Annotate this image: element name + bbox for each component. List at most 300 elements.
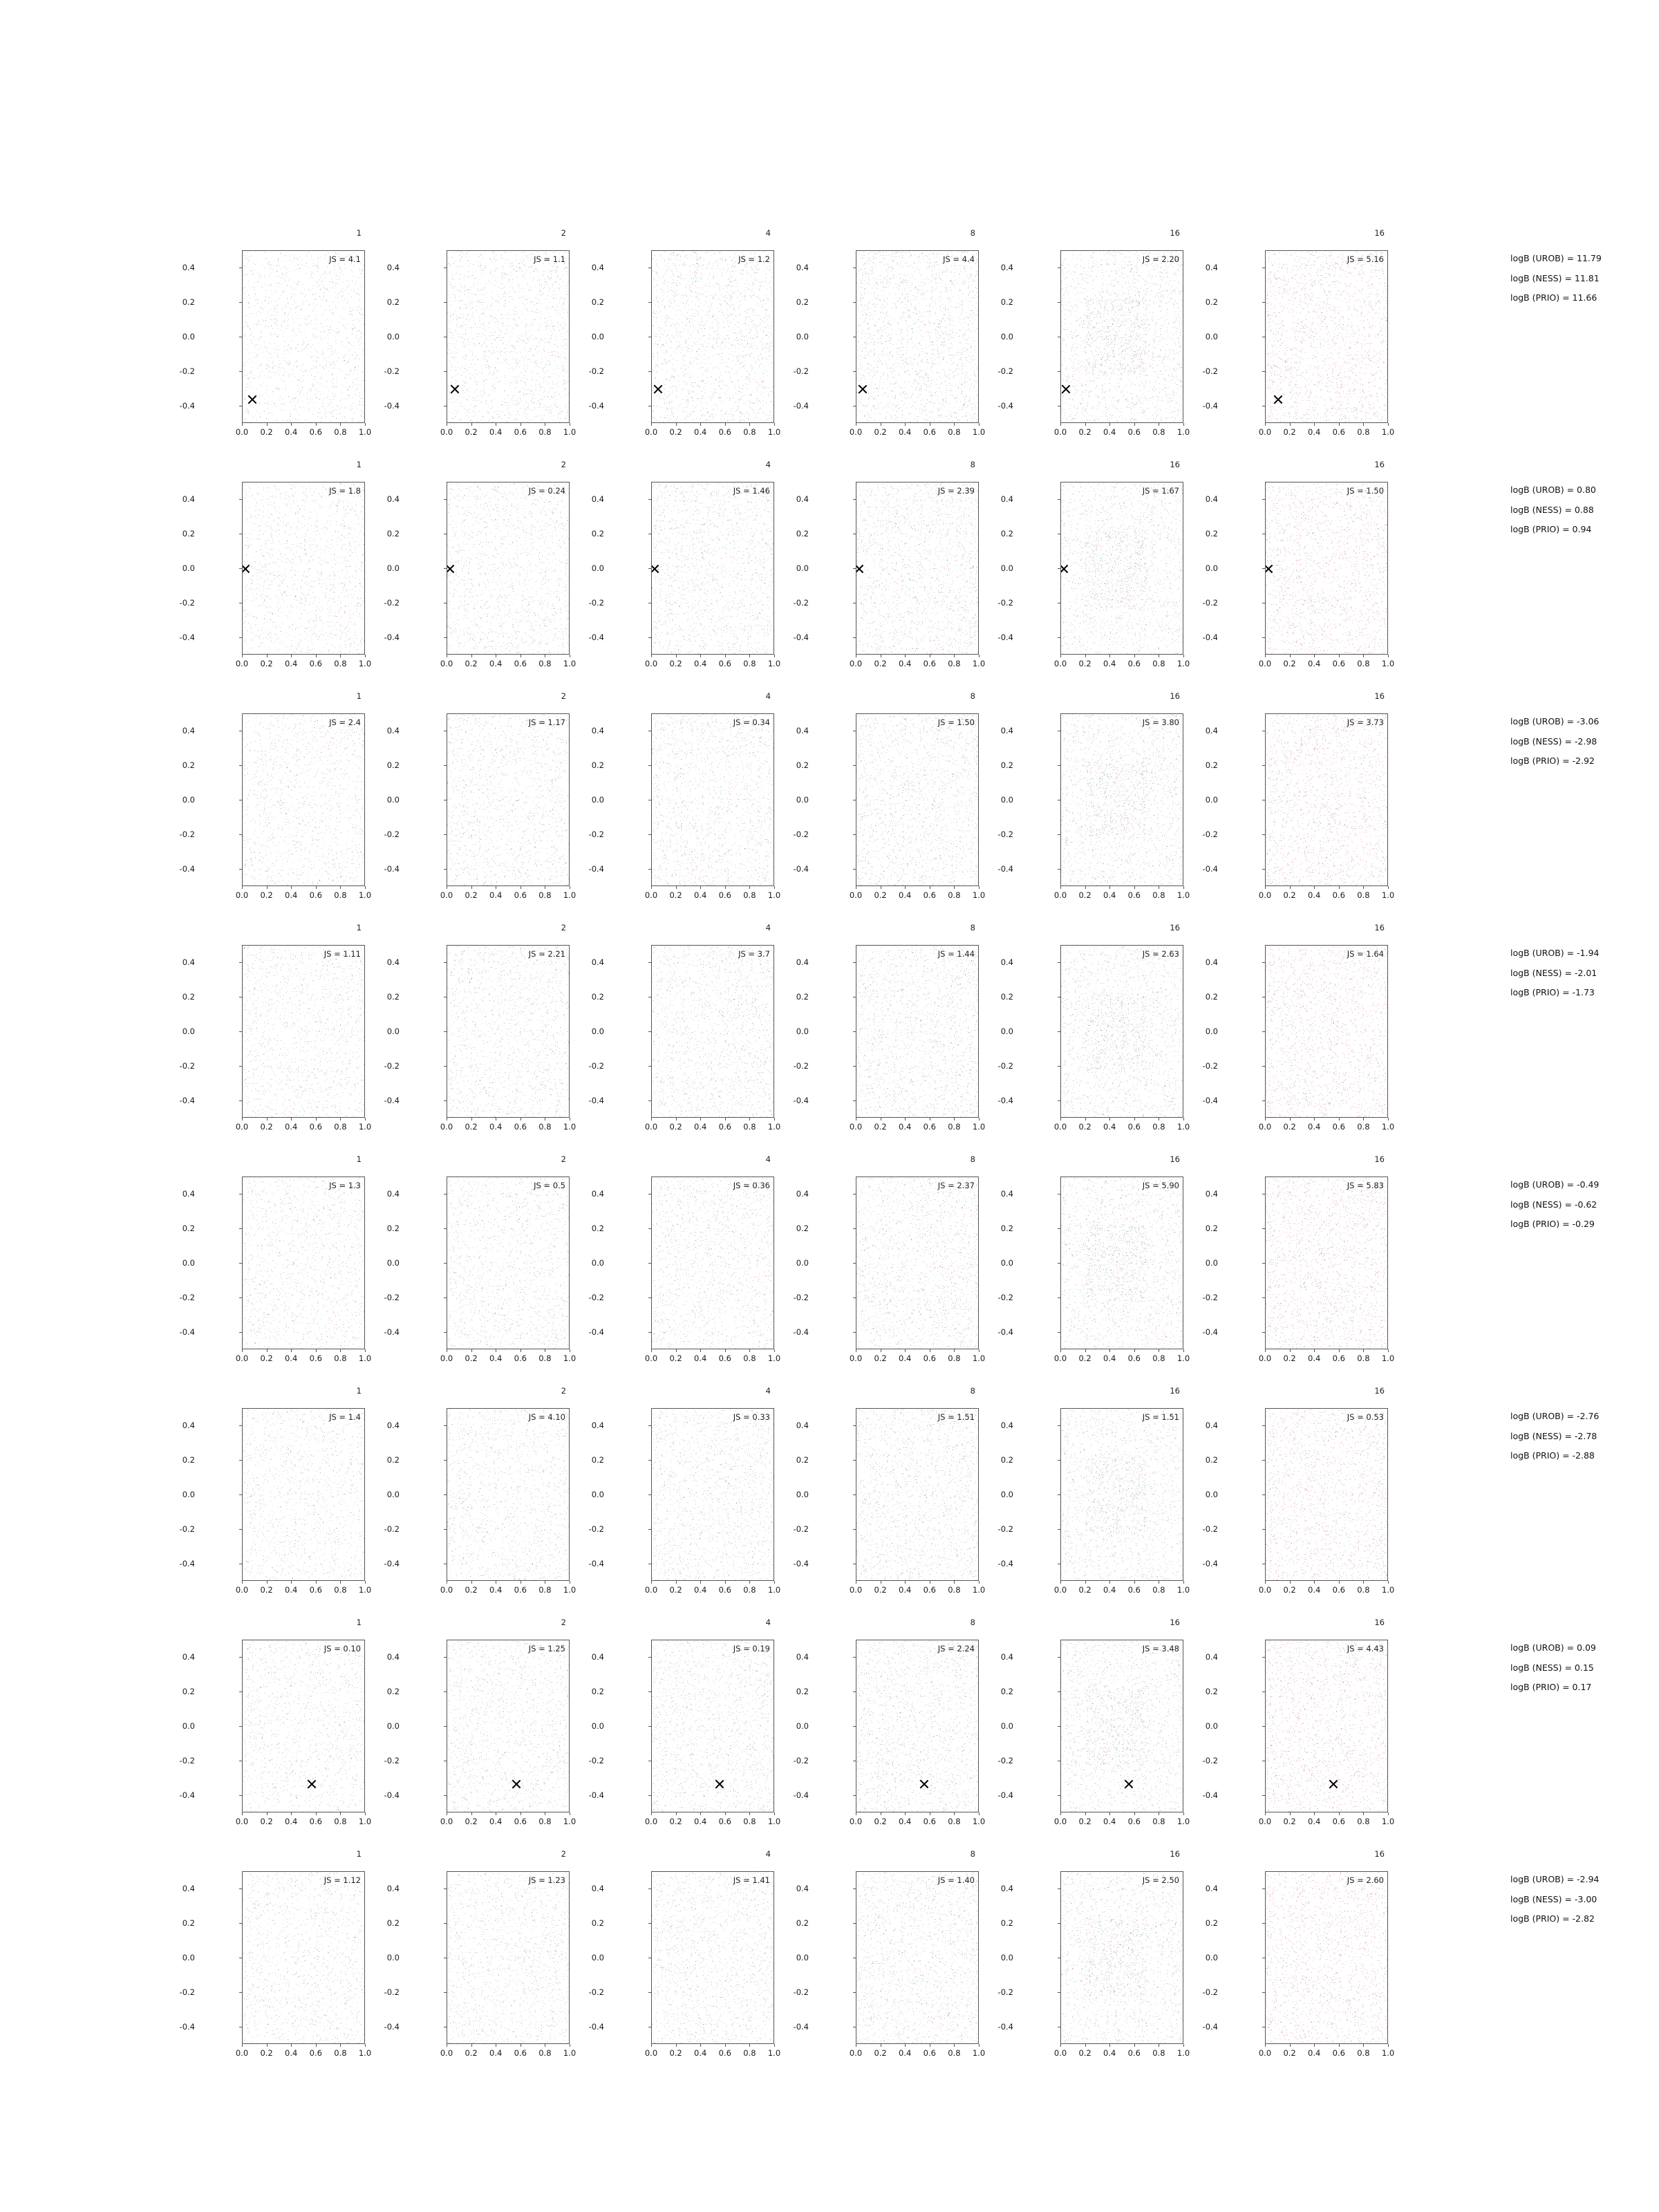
x-axis-tick-mark <box>700 423 701 426</box>
x-axis-tick-label: 0.4 <box>1103 1122 1116 1132</box>
scatter-points <box>243 1640 364 1812</box>
x-axis-tick-label: 1.0 <box>972 1122 986 1132</box>
x-axis-tick-mark <box>1363 1349 1364 1352</box>
legend-prio-value: logB (PRIO) = 0.94 <box>1510 524 1592 534</box>
x-axis-tick-label: 0.6 <box>718 1122 731 1132</box>
x-axis-tick-mark <box>1388 1812 1389 1815</box>
x-axis-tick-label: 1.0 <box>1177 1817 1190 1826</box>
x-axis-tick-label: 0.8 <box>743 2048 756 2058</box>
x-axis-tick-mark <box>1060 655 1061 657</box>
x-axis-tick-mark <box>1265 1349 1266 1352</box>
y-axis-tick-label: -0.4 <box>384 1790 400 1800</box>
y-axis-tick-label: -0.4 <box>179 1327 195 1337</box>
x-axis-tick-label: 0.2 <box>465 659 478 668</box>
x-axis-tick-mark <box>651 1581 652 1584</box>
x-axis-tick-label: 0.8 <box>334 2048 347 2058</box>
y-axis-tick-label: 0.2 <box>182 1687 195 1696</box>
x-axis-tick-label: 0.4 <box>1103 2048 1116 2058</box>
x-axis-tick-label: 0.0 <box>644 2048 658 2058</box>
y-axis-tick-label: 0.2 <box>1000 1918 1013 1928</box>
y-axis-tick-label: 0.4 <box>591 1421 604 1430</box>
y-axis-tick-label: 0.2 <box>591 1224 604 1233</box>
x-axis-tick-mark <box>1060 2044 1061 2047</box>
x-axis-tick-mark <box>1363 1812 1364 1815</box>
y-axis-tick-label: -0.4 <box>588 1096 604 1105</box>
x-axis-tick-mark <box>954 886 955 889</box>
x-axis-tick-label: 0.0 <box>1053 2048 1067 2058</box>
legend-urob-value: logB (UROB) = 11.79 <box>1510 253 1602 263</box>
x-axis-tick-mark <box>1339 886 1340 889</box>
x-axis-tick-label: 0.8 <box>1357 890 1370 900</box>
x-axis-tick-label: 0.4 <box>1308 1122 1321 1132</box>
y-axis-tick-label: -0.4 <box>997 864 1013 874</box>
panel-js-label: JS = 0.24 <box>528 486 565 496</box>
x-axis-tick-label: 0.8 <box>334 1817 347 1826</box>
y-axis-tick-label: -0.4 <box>588 1327 604 1337</box>
y-axis-tick-label: 0.0 <box>591 1721 604 1731</box>
x-axis-tick-label: 0.6 <box>718 1353 731 1363</box>
x-axis-tick-label: 0.4 <box>1308 1585 1321 1595</box>
x-axis-tick-label: 0.8 <box>538 2048 552 2058</box>
x-axis-tick-mark <box>905 1581 906 1584</box>
x-axis-tick-mark <box>1060 1581 1061 1584</box>
x-axis-tick-mark <box>905 886 906 889</box>
x-axis-tick-label: 0.4 <box>1308 1353 1321 1363</box>
x-axis-tick-label: 1.0 <box>563 1817 577 1826</box>
x-axis-tick-mark <box>1339 423 1340 426</box>
y-axis-tick-label: -0.2 <box>384 1293 400 1302</box>
x-axis-tick-label: 1.0 <box>972 2048 986 2058</box>
x-axis-tick-mark <box>1134 2044 1135 2047</box>
row-legend <box>1510 718 1599 777</box>
y-axis-tick-label: 0.2 <box>591 297 604 307</box>
panel-js-label: JS = 3.48 <box>1142 1644 1179 1653</box>
x-axis-tick-label: 0.6 <box>923 1817 936 1826</box>
plot-area <box>447 250 570 423</box>
plot-area <box>856 1871 979 2044</box>
x-axis-tick-mark <box>1290 1812 1291 1815</box>
y-axis-tick-label: 0.0 <box>1205 1490 1218 1499</box>
y-axis-tick-label: -0.2 <box>179 1061 195 1071</box>
x-axis-tick-mark <box>242 886 243 889</box>
y-axis-tick-label: 0.4 <box>1000 1189 1013 1199</box>
y-axis-tick-label: 0.4 <box>386 726 400 735</box>
scatter-points <box>1061 482 1183 654</box>
y-axis-tick-label: -0.4 <box>1202 632 1218 642</box>
x-axis-tick-label: 0.2 <box>1078 1353 1091 1363</box>
x-axis-tick-label: 0.4 <box>285 427 298 437</box>
y-axis-tick-label: 0.2 <box>796 760 809 770</box>
x-axis-tick-label: 0.2 <box>260 2048 273 2058</box>
x-axis-tick-mark <box>905 1118 906 1121</box>
panel-count-label: 16 <box>1374 228 1385 238</box>
plot-area <box>242 1640 365 1812</box>
scatter-row <box>179 460 1428 705</box>
scatter-points <box>1061 251 1183 422</box>
y-axis-tick-label: -0.2 <box>384 598 400 608</box>
panel-js-label: JS = 2.50 <box>1142 1875 1179 1885</box>
x-axis-tick-label: 0.4 <box>1103 1353 1116 1363</box>
x-axis-tick-mark <box>1388 423 1389 426</box>
scatter-points <box>1061 1872 1183 2043</box>
y-axis-tick-label: 0.2 <box>1205 1687 1218 1696</box>
x-axis-tick-mark <box>1363 1581 1364 1584</box>
x-axis-tick-mark <box>1339 2044 1340 2047</box>
legend-prio-value: logB (PRIO) = -2.92 <box>1510 756 1595 766</box>
panel-count-label: 8 <box>970 228 975 238</box>
y-axis-tick-label: -0.2 <box>588 1524 604 1534</box>
panel-count-label: 2 <box>561 923 566 932</box>
panel-js-label: JS = 1.12 <box>324 1875 361 1885</box>
legend-ness-value: logB (NESS) = -2.01 <box>1510 967 1597 978</box>
scatter-points <box>1061 1640 1183 1812</box>
x-axis-tick-mark <box>700 1118 701 1121</box>
cross-marker-icon <box>1265 563 1274 574</box>
y-axis-tick-label: 0.4 <box>1205 494 1218 504</box>
x-axis-tick-mark <box>471 423 472 426</box>
y-axis-tick-label: -0.4 <box>588 401 604 411</box>
x-axis-tick-label: 0.0 <box>644 1585 658 1595</box>
cross-marker-icon <box>1273 394 1284 405</box>
scatter-points <box>447 714 569 885</box>
x-axis-tick-label: 0.4 <box>899 1817 912 1826</box>
panel-js-label: JS = 1.3 <box>329 1181 361 1190</box>
panel-count-label: 16 <box>1170 1618 1180 1627</box>
legend-ness-value: logB (NESS) = 0.88 <box>1510 504 1594 515</box>
legend-urob-value: logB (UROB) = -3.06 <box>1510 716 1600 727</box>
x-axis-tick-label: 0.8 <box>538 1817 552 1826</box>
scatter-points <box>1061 1409 1183 1580</box>
panel-count-label: 4 <box>765 228 771 238</box>
y-axis-tick-label: -0.4 <box>793 1096 809 1105</box>
x-axis-tick-mark <box>700 655 701 657</box>
x-axis-tick-mark <box>1085 423 1086 426</box>
x-axis-tick-mark <box>1314 655 1315 657</box>
y-axis-tick-label: 0.0 <box>386 1721 400 1731</box>
x-axis-tick-mark <box>1134 1118 1135 1121</box>
x-axis-tick-label: 0.0 <box>849 1585 863 1595</box>
x-axis-tick-label: 0.6 <box>1332 1122 1345 1132</box>
x-axis-tick-mark <box>774 423 775 426</box>
y-axis-tick-label: 0.4 <box>182 1652 195 1662</box>
x-axis-tick-label: 0.0 <box>1258 1353 1272 1363</box>
scatter-points <box>1266 482 1387 654</box>
x-axis-tick-label: 0.8 <box>538 1585 552 1595</box>
x-axis-tick-label: 1.0 <box>358 1122 372 1132</box>
y-axis-tick-label: 0.0 <box>1000 332 1013 341</box>
x-axis-tick-label: 0.8 <box>1152 1353 1165 1363</box>
cross-marker-icon <box>449 384 460 395</box>
x-axis-tick-label: 0.8 <box>1357 659 1370 668</box>
plot-area <box>1060 1408 1183 1581</box>
y-axis-tick-label: 0.4 <box>182 726 195 735</box>
legend-prio-value: logB (PRIO) = 0.17 <box>1510 1682 1592 1692</box>
y-axis-tick-label: 0.0 <box>182 1258 195 1268</box>
x-axis-tick-mark <box>979 886 980 889</box>
y-axis-tick-label: -0.2 <box>793 598 809 608</box>
panel-count-label: 2 <box>561 1849 566 1859</box>
plot-area <box>1060 713 1183 886</box>
y-axis-tick-label: 0.0 <box>796 1490 809 1499</box>
y-axis-tick-label: 0.4 <box>1205 957 1218 967</box>
x-axis-tick-label: 0.8 <box>743 1353 756 1363</box>
x-axis-tick-mark <box>242 2044 243 2047</box>
panel-js-label: JS = 5.83 <box>1347 1181 1384 1190</box>
y-axis-tick-label: -0.2 <box>1202 598 1218 608</box>
y-axis-tick-label: 0.0 <box>796 332 809 341</box>
x-axis-tick-mark <box>725 1118 726 1121</box>
y-axis-tick-label: 0.4 <box>1000 263 1013 272</box>
x-axis-tick-mark <box>749 886 750 889</box>
x-axis-tick-label: 0.6 <box>1332 890 1345 900</box>
x-axis-tick-label: 0.4 <box>285 1585 298 1595</box>
x-axis-tick-label: 0.2 <box>1078 890 1091 900</box>
x-axis-tick-mark <box>651 1349 652 1352</box>
x-axis-tick-mark <box>1085 1349 1086 1352</box>
x-axis-tick-label: 0.8 <box>1152 890 1165 900</box>
y-axis-tick-label: -0.2 <box>384 1756 400 1765</box>
x-axis-tick-label: 0.2 <box>669 2048 682 2058</box>
y-axis-tick-label: 0.0 <box>1000 1490 1013 1499</box>
x-axis-tick-label: 0.8 <box>538 890 552 900</box>
y-axis-tick-label: 0.4 <box>386 1652 400 1662</box>
x-axis-tick-mark <box>725 2044 726 2047</box>
y-axis-tick-label: 0.0 <box>182 1721 195 1731</box>
x-axis-tick-label: 0.8 <box>743 1817 756 1826</box>
panel-js-label: JS = 1.50 <box>1347 486 1384 496</box>
x-axis-tick-mark <box>1339 1812 1340 1815</box>
x-axis-tick-mark <box>905 1349 906 1352</box>
y-axis-tick-label: -0.4 <box>384 1327 400 1337</box>
x-axis-tick-label: 1.0 <box>1177 2048 1190 2058</box>
y-axis-tick-label: -0.2 <box>588 1987 604 1997</box>
y-axis-tick-label: 0.2 <box>1205 1918 1218 1928</box>
x-axis-tick-label: 0.2 <box>1078 1122 1091 1132</box>
panel-js-label: JS = 2.37 <box>937 1181 975 1190</box>
y-axis-tick-label: -0.2 <box>1202 366 1218 376</box>
cross-marker-icon <box>242 563 251 574</box>
x-axis-tick-label: 0.4 <box>1103 890 1116 900</box>
x-axis-tick-mark <box>316 1581 317 1584</box>
x-axis-tick-label: 0.8 <box>1152 1817 1165 1826</box>
x-axis-tick-mark <box>1085 1581 1086 1584</box>
scatter-points <box>447 1409 569 1580</box>
y-axis-tick-label: 0.2 <box>796 1918 809 1928</box>
x-axis-tick-mark <box>905 2044 906 2047</box>
x-axis-tick-label: 0.8 <box>1357 1122 1370 1132</box>
x-axis-tick-mark <box>1388 1581 1389 1584</box>
plot-area <box>856 1177 979 1349</box>
legend-ness-value: logB (NESS) = -2.78 <box>1510 1430 1597 1441</box>
x-axis-tick-label: 0.2 <box>874 1122 887 1132</box>
cross-marker-icon <box>1060 384 1071 395</box>
x-axis-tick-label: 0.8 <box>538 1353 552 1363</box>
panel-js-label: JS = 5.16 <box>1347 254 1384 264</box>
x-axis-tick-label: 1.0 <box>972 1817 986 1826</box>
x-axis-tick-mark <box>471 1118 472 1121</box>
panel-count-label: 8 <box>970 1386 975 1396</box>
x-axis-tick-label: 0.4 <box>694 659 707 668</box>
x-axis-tick-mark <box>267 886 268 889</box>
x-axis-tick-mark <box>471 1581 472 1584</box>
panel-js-label: JS = 1.8 <box>329 486 361 496</box>
x-axis-tick-label: 0.0 <box>849 659 863 668</box>
x-axis-tick-mark <box>291 655 292 657</box>
x-axis-tick-mark <box>1085 2044 1086 2047</box>
x-axis-tick-mark <box>365 886 366 889</box>
scatter-points <box>1061 1177 1183 1349</box>
y-axis-tick-label: 0.0 <box>1205 1953 1218 1962</box>
y-axis-tick-label: 0.4 <box>796 726 809 735</box>
x-axis-tick-label: 0.0 <box>235 427 249 437</box>
x-axis-tick-mark <box>471 886 472 889</box>
x-axis-tick-label: 0.8 <box>743 659 756 668</box>
plot-area <box>447 1871 570 2044</box>
row-legend <box>1510 1181 1599 1240</box>
y-axis-tick-label: 0.0 <box>386 1027 400 1036</box>
y-axis-tick-label: 0.4 <box>591 1884 604 1893</box>
panel-js-label: JS = 1.44 <box>937 949 975 959</box>
x-axis-tick-mark <box>1183 2044 1184 2047</box>
panel-js-label: JS = 5.90 <box>1142 1181 1179 1190</box>
y-axis-tick-label: 0.0 <box>591 1953 604 1962</box>
x-axis-tick-label: 0.2 <box>260 890 273 900</box>
x-axis-tick-label: 1.0 <box>563 1122 577 1132</box>
x-axis-tick-label: 0.6 <box>1332 427 1345 437</box>
y-axis-tick-label: -0.4 <box>997 1559 1013 1568</box>
plot-area <box>1265 482 1388 655</box>
x-axis-tick-mark <box>676 2044 677 2047</box>
x-axis-tick-mark <box>1183 1812 1184 1815</box>
y-axis-tick-label: -0.2 <box>179 598 195 608</box>
x-axis-tick-mark <box>1109 1349 1110 1352</box>
x-axis-tick-label: 0.2 <box>1283 1353 1296 1363</box>
x-axis-tick-mark <box>676 655 677 657</box>
panel-js-label: JS = 0.19 <box>733 1644 770 1653</box>
x-axis-tick-mark <box>1265 2044 1266 2047</box>
panel-count-label: 4 <box>765 691 771 701</box>
x-axis-tick-label: 0.4 <box>1308 2048 1321 2058</box>
x-axis-tick-mark <box>1134 1812 1135 1815</box>
x-axis-tick-label: 0.2 <box>874 890 887 900</box>
y-axis-tick-label: -0.4 <box>179 401 195 411</box>
x-axis-tick-label: 0.6 <box>923 1585 936 1595</box>
panel-count-label: 4 <box>765 460 771 469</box>
y-axis-tick-label: 0.0 <box>796 563 809 573</box>
y-axis-tick-label: -0.2 <box>793 1061 809 1071</box>
x-axis-tick-label: 0.6 <box>1332 2048 1345 2058</box>
y-axis-tick-label: -0.2 <box>1202 1756 1218 1765</box>
y-axis-tick-label: 0.2 <box>386 1224 400 1233</box>
y-axis-tick-label: -0.4 <box>793 1790 809 1800</box>
panel-js-label: JS = 3.80 <box>1142 718 1179 727</box>
x-axis-tick-label: 1.0 <box>972 427 986 437</box>
legend-ness-value: logB (NESS) = -3.00 <box>1510 1893 1597 1904</box>
y-axis-tick-label: 0.0 <box>1000 1953 1013 1962</box>
x-axis-tick-mark <box>316 2044 317 2047</box>
x-axis-tick-mark <box>1085 1118 1086 1121</box>
x-axis-tick-label: 0.6 <box>514 890 527 900</box>
y-axis-tick-label: 0.0 <box>386 563 400 573</box>
y-axis-tick-label: -0.4 <box>179 1790 195 1800</box>
scatter-points <box>652 946 774 1117</box>
plot-area <box>1265 1408 1388 1581</box>
y-axis-tick-label: 0.0 <box>182 795 195 805</box>
x-axis-tick-mark <box>1314 1812 1315 1815</box>
scatter-points <box>447 946 569 1117</box>
y-axis-tick-label: -0.4 <box>1202 1559 1218 1568</box>
x-axis-tick-mark <box>1183 1581 1184 1584</box>
x-axis-tick-label: 0.6 <box>923 2048 936 2058</box>
x-axis-tick-mark <box>365 1349 366 1352</box>
row-legend <box>1510 1412 1599 1472</box>
x-axis-tick-mark <box>749 1118 750 1121</box>
x-axis-tick-mark <box>774 1812 775 1815</box>
y-axis-tick-label: -0.4 <box>793 1327 809 1337</box>
x-axis-tick-mark <box>267 1581 268 1584</box>
panel-js-label: JS = 1.2 <box>738 254 770 264</box>
y-axis-tick-label: 0.4 <box>591 1652 604 1662</box>
x-axis-tick-mark <box>471 1349 472 1352</box>
x-axis-tick-label: 0.8 <box>1152 1122 1165 1132</box>
plot-area <box>856 945 979 1118</box>
x-axis-tick-mark <box>676 886 677 889</box>
plot-area <box>447 482 570 655</box>
x-axis-tick-label: 1.0 <box>767 1585 781 1595</box>
y-axis-tick-label: -0.2 <box>1202 1293 1218 1302</box>
y-axis-tick-label: 0.0 <box>182 1027 195 1036</box>
y-axis-tick-label: 0.4 <box>1205 1652 1218 1662</box>
y-axis-tick-label: 0.0 <box>386 795 400 805</box>
y-axis-tick-label: 0.0 <box>796 1721 809 1731</box>
x-axis-tick-label: 0.0 <box>644 1353 658 1363</box>
x-axis-tick-label: 0.2 <box>874 427 887 437</box>
legend-urob-value: logB (UROB) = 0.80 <box>1510 485 1596 495</box>
x-axis-tick-mark <box>1183 423 1184 426</box>
y-axis-tick-label: 0.4 <box>1205 1421 1218 1430</box>
x-axis-tick-mark <box>651 1812 652 1815</box>
y-axis-tick-label: 0.4 <box>1000 957 1013 967</box>
x-axis-tick-label: 0.6 <box>718 890 731 900</box>
x-axis-tick-label: 0.4 <box>285 659 298 668</box>
x-axis-tick-mark <box>242 1812 243 1815</box>
x-axis-tick-mark <box>267 1118 268 1121</box>
x-axis-tick-label: 0.4 <box>1103 659 1116 668</box>
x-axis-tick-mark <box>749 1812 750 1815</box>
x-axis-tick-mark <box>774 2044 775 2047</box>
x-axis-tick-mark <box>1134 1349 1135 1352</box>
row-legend <box>1510 1644 1596 1703</box>
panel-js-label: JS = 1.46 <box>733 486 770 496</box>
x-axis-tick-mark <box>700 1812 701 1815</box>
x-axis-tick-label: 1.0 <box>1177 890 1190 900</box>
x-axis-tick-label: 0.2 <box>465 1122 478 1132</box>
x-axis-tick-mark <box>774 655 775 657</box>
x-axis-tick-label: 0.4 <box>899 1122 912 1132</box>
plot-area <box>242 1408 365 1581</box>
x-axis-tick-label: 0.4 <box>285 2048 298 2058</box>
panel-count-label: 1 <box>356 228 362 238</box>
y-axis-tick-label: 0.2 <box>182 529 195 538</box>
x-axis-tick-label: 0.0 <box>849 1122 863 1132</box>
x-axis-tick-mark <box>340 1812 341 1815</box>
y-axis-tick-label: 0.2 <box>591 760 604 770</box>
y-axis-tick-label: 0.4 <box>182 263 195 272</box>
x-axis-tick-label: 0.0 <box>849 427 863 437</box>
panel-count-label: 8 <box>970 1849 975 1859</box>
x-axis-tick-label: 0.0 <box>1053 890 1067 900</box>
panel-js-label: JS = 0.53 <box>1347 1412 1384 1422</box>
